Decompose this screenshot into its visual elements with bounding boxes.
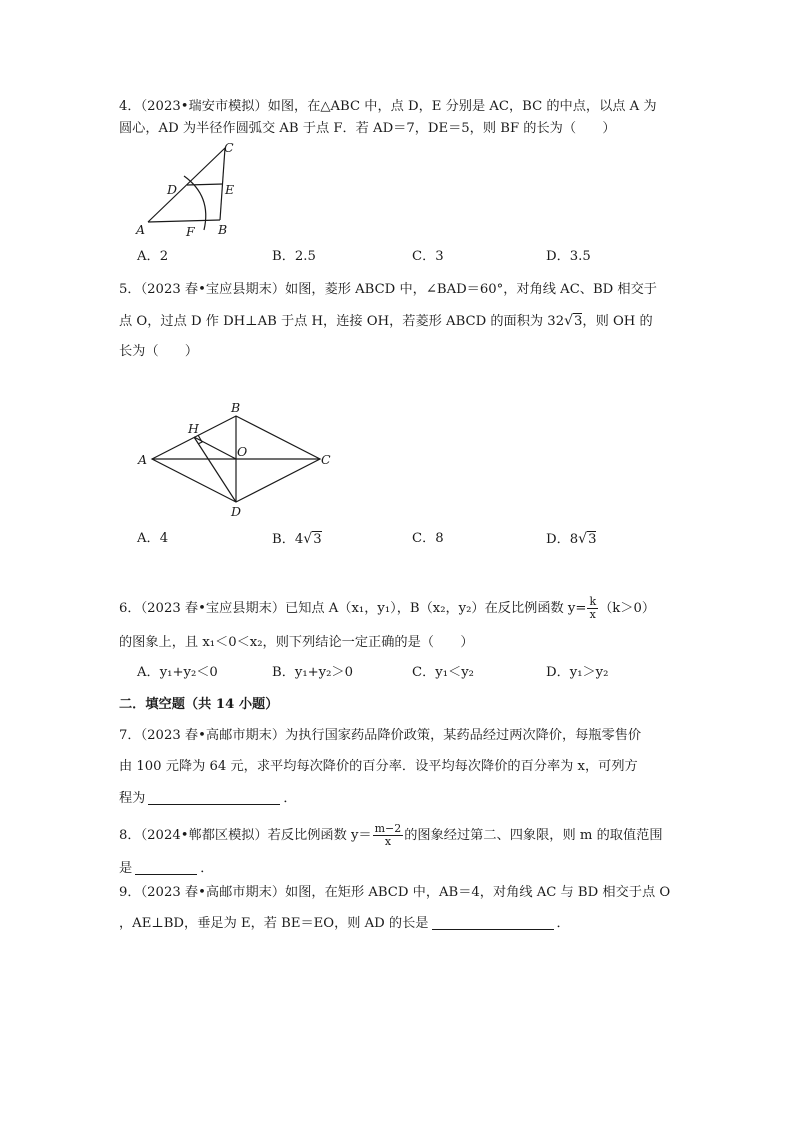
q8-frac-num: m−2 <box>374 822 402 835</box>
q6-option-c: C．y₁＜y₂ <box>412 665 474 680</box>
q5-option-d: D．8√3 <box>546 531 597 547</box>
q6-line1-text: 6．（2023 春•宝应县期末）已知点 A（x₁，y₁），B（x₂，y₂）在反比例函数 y= <box>119 601 587 616</box>
q5-label-b: B <box>231 400 241 415</box>
q7-line2: 由 100 元降为 64 元，求平均每次降价的百分率．设平均每次降价的百分率为 x，可列方 <box>119 759 638 774</box>
q7-line1: 7．（2023 春•高邮市期末）为执行国家药品降价政策，某药品经过两次降价，每瓶零售价 <box>119 728 642 743</box>
q5-option-c: C．8 <box>412 531 444 546</box>
q5-figure <box>132 398 344 520</box>
q5-line1: 5．（2023 春•宝应县期末）如图，菱形 ABCD 中，∠BAD＝60°，对角线 AC、BD 相交于 <box>119 282 657 297</box>
q6-option-a: A．y₁+y₂＜0 <box>137 665 218 680</box>
q4-side-ab <box>148 220 220 222</box>
q4-label-d: D <box>167 182 178 197</box>
q4-label-b: B <box>218 222 228 237</box>
q4-option-c: C．3 <box>412 249 444 264</box>
q4-label-f: F <box>186 224 195 239</box>
q5-option-d-text: D．8 <box>546 532 579 547</box>
q7-line3-text: 程为 <box>119 791 146 806</box>
q6-line1-tail: （k＞0） <box>599 601 656 616</box>
q5-option-b-text: B．4 <box>272 532 304 547</box>
q5-option-b-sqrt: 3 <box>313 532 322 547</box>
q5-line2: 点 O，过点 D 作 DH⊥AB 于点 H，连接 OH，若菱形 ABCD 的面积为 32√3，则 OH 的 <box>119 313 653 329</box>
q5-option-d-sqrt: 3 <box>588 532 597 547</box>
q8-line2-tail: ． <box>200 861 214 876</box>
q8-fraction <box>373 823 404 848</box>
q8-line1-text: 8．（2024•郸都区模拟）若反比例函数 y＝ <box>119 828 372 843</box>
q8-line2-text: 是 <box>119 861 133 876</box>
q4-segment-de <box>187 184 223 185</box>
q8-frac-den: x <box>384 835 392 848</box>
q5-option-a: A．4 <box>137 531 169 546</box>
q5-label-d: D <box>231 504 242 519</box>
q6-option-d: D．y₁＞y₂ <box>546 665 609 680</box>
q8-answer-blank[interactable] <box>135 860 197 875</box>
q4-label-a: A <box>136 222 146 237</box>
q7-line3 <box>119 790 297 808</box>
q4-line2: 圆心，AD 为半径作圆弧交 AB 于点 F．若 AD＝7，DE＝5，则 BF 的长为（ ） <box>119 121 616 136</box>
q5-label-c: C <box>321 452 331 467</box>
q6-line2: 的图象上，且 x₁＜0＜x₂，则下列结论一定正确的是（ ） <box>119 635 474 650</box>
q6-option-b: B．y₁+y₂＞0 <box>272 665 353 680</box>
q8-line2 <box>119 860 213 878</box>
q9-line2-text: ，AE⊥BD，垂足为 E，若 BE＝EO，则 AD 的长是 <box>119 916 429 931</box>
q9-line1: 9．（2023 春•高邮市期末）如图，在矩形 ABCD 中，AB＝4，对角线 AC 与 BD 相交于点 O <box>119 885 671 900</box>
q5-label-a: A <box>138 452 148 467</box>
q5-segment-dh <box>194 437 236 502</box>
q6-frac-num: k <box>589 595 597 608</box>
q5-line2-tail: ，则 OH 的 <box>582 314 653 329</box>
q5-line2-text: 点 O，过点 D 作 DH⊥AB 于点 H，连接 OH，若菱形 ABCD 的面积为 32 <box>119 314 565 329</box>
q7-line3-tail: ． <box>283 791 297 806</box>
q4-side-ac <box>148 148 225 222</box>
q9-line2 <box>119 915 570 933</box>
q7-answer-blank[interactable] <box>148 790 280 805</box>
q5-label-h: H <box>188 421 199 436</box>
q5-segment-oh <box>194 437 236 459</box>
q4-figure <box>130 138 250 240</box>
q5-option-b: B．4√3 <box>272 531 322 547</box>
q5-line3: 长为（ ） <box>119 344 199 359</box>
q4-option-d: D．3.5 <box>546 249 591 264</box>
q5-sqrt-value: 3 <box>574 314 583 329</box>
q4-label-c: C <box>224 140 234 155</box>
q4-option-a: A．2 <box>137 249 169 264</box>
q6-frac-den: x <box>589 608 596 621</box>
q4-line1: 4．（2023•瑞安市模拟）如图，在△ABC 中，点 D，E 分别是 AC，BC 的中点，以点 A 为 <box>119 99 657 114</box>
q6-fraction <box>587 596 598 621</box>
section-title: 二．填空题（共 14 小题） <box>119 697 279 712</box>
q8-line1 <box>119 823 663 848</box>
q8-line1-tail: 的图象经过第二、四象限，则 m 的取值范围 <box>404 828 663 843</box>
q4-label-e: E <box>225 182 235 197</box>
q9-answer-blank[interactable] <box>432 915 554 930</box>
q6-line1 <box>119 596 655 621</box>
q4-option-b: B．2.5 <box>272 249 316 264</box>
q9-line2-tail: ． <box>556 916 570 931</box>
q5-label-o: O <box>237 444 248 459</box>
